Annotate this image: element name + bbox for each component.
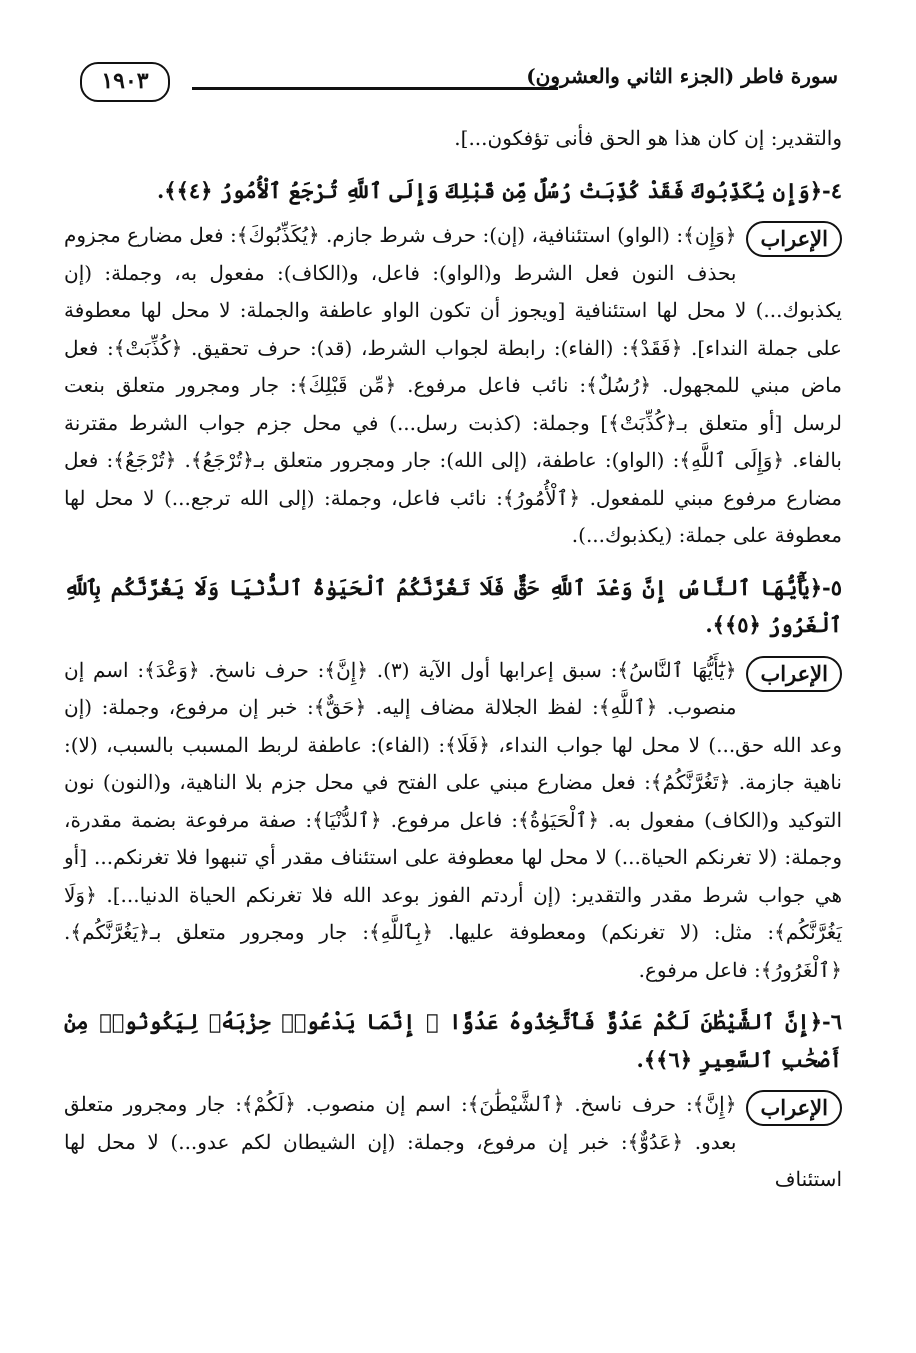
page-number: ١٩٠٣ xyxy=(80,62,170,102)
analysis-text: ﴿يَٰٓأَيُّهَا ٱلنَّاسُ﴾: سبق إعرابها أول الآية (٣). ﴿إِنَّ﴾: حرف ناسخ. ﴿وَعْدَ﴾: اسم إن منصوب. ﴿ٱللَّهِ﴾: لفظ الجلالة مضاف إليه. ﴿حَقٌّ﴾: خبر إن مرفوع، وجملة: (إن وعد الله حق...) لا محل لها جواب النداء، ﴿فَلَا﴾: (الفاء): عاطفة لربط المسبب بالسبب، (لا): ناهية جازمة. ﴿تَغُرَّنَّكُمُ﴾: فعل مضارع مبني على الفتح في محل جزم بلا الناهية، و(النون) نون التوكيد و(الكاف) مفعول به. ﴿ٱلْحَيَوٰةُ﴾: فاعل مرفوع. ﴿ٱلدُّنْيَا﴾: صفة مرفوعة بضمة مقدرة، وجملة: (لا تغرنكم الحياة...) لا محل لها معطوفة على استئناف مقدر أي تنبهوا فلا تغرنكم... [أو هي جواب شرط مقدر والتقدير: (إن أردتم الفوز بوعد الله فلا تغرنكم الحياة الدنيا...]. ﴿وَلَا يَغُرَّنَّكُم﴾: مثل: (لا تغرنكم) ومعطوفة عليها. ﴿بِٱللَّهِ﴾: جار ومجرور متعلق بـ﴿يَغُرَّنَّكُم﴾. ﴿ٱلْغَرُورُ﴾: فاعل مرفوع. xyxy=(64,657,842,982)
analysis-label: الإعراب xyxy=(746,221,842,257)
header-title: سورة فاطر (الجزء الثاني والعشرون) xyxy=(526,64,838,88)
verse-5: ٥-﴿يَٰٓأَيُّهَا ٱلنَّاسُ إِنَّ وَعْدَ ٱللَّهِ حَقٌّ فَلَا تَغُرَّنَّكُمُ ٱلْحَيَوٰةُ ٱلدُّنْيَا وَلَا يَغُرَّنَّكُم بِٱللَّهِ ٱلْغَرُورُ ﴿٥﴾﴾. xyxy=(64,574,842,637)
intro-line: والتقدير: إن كان هذا هو الحق فأنى تؤفكون...]. xyxy=(454,126,842,150)
analysis-block-5 xyxy=(64,652,842,990)
analysis-block-4 xyxy=(64,217,842,555)
analysis-block-6 xyxy=(64,1086,842,1199)
page-content xyxy=(64,120,842,1199)
analysis-label: الإعراب xyxy=(746,1090,842,1126)
analysis-text: ﴿وَإِن﴾: (الواو) استئنافية، (إن): حرف شرط جازم. ﴿يُكَذِّبُوكَ﴾: فعل مضارع مجزوم بحذف النون فعل الشرط و(الواو): فاعل، و(الكاف): مفعول به، وجملة: (إن يكذبوك...) لا محل لها استئنافية [ويجوز أن تكون الواو عاطفة والجملة: لا محل لها معطوفة على جملة النداء]. ﴿فَقَدْ﴾: (الفاء): رابطة لجواب الشرط، (قد): حرف تحقيق. ﴿كُذِّبَتْ﴾: فعل ماض مبني للمجهول. ﴿رُسُلٌ﴾: نائب فاعل مرفوع. ﴿مِّن قَبْلِكَ﴾: جار ومجرور متعلق بنعت لرسل [أو متعلق بـ﴿كُذِّبَتْ﴾] وجملة: (كذبت رسل...) في محل جزم جواب الشرط مقترنة بالفاء. ﴿وَإِلَى ٱللَّهِ﴾: (الواو): عاطفة، (إلى الله): جار ومجرور متعلق بـ﴿تُرْجَعُ﴾. ﴿تُرْجَعُ﴾: فعل مضارع مرفوع مبني للمفعول. ﴿ٱلْأُمُورُ﴾: نائب فاعل، وجملة: (إلى الله ترجع...) لا محل لها معطوفة على جملة: (يكذبوك...). xyxy=(64,223,842,547)
header-rule xyxy=(192,87,558,90)
verse-6: ٦-﴿إِنَّ ٱلشَّيْطَٰنَ لَكُمْ عَدُوٌّ فَٱتَّخِذُوهُ عَدُوًّا ۚ إِنَّمَا يَدْعُوا۟ حِزْبَهُۥ لِيَكُونُوا۟ مِنْ أَصْحَٰبِ ٱلسَّعِيرِ ﴿٦﴾﴾. xyxy=(64,1009,842,1072)
page-header xyxy=(80,56,838,122)
verse-4: ٤-﴿وَإِن يُكَذِّبُوكَ فَقَدْ كُذِّبَتْ رُسُلٌ مِّن قَبْلِكَ وَإِلَى ٱللَّهِ تُرْجَعُ ٱلْأُمُورُ ﴿٤﴾﴾. xyxy=(156,177,842,203)
analysis-text: ﴿إِنَّ﴾: حرف ناسخ. ﴿ٱلشَّيْطَٰنَ﴾: اسم إن منصوب. ﴿لَكُمْ﴾: جار ومجرور متعلق بعدو. ﴿عَدُوٌّ﴾: خبر إن مرفوع، وجملة: (إن الشيطان لكم عدو...) لا محل لها استئناف xyxy=(64,1092,842,1191)
analysis-label: الإعراب xyxy=(746,656,842,692)
